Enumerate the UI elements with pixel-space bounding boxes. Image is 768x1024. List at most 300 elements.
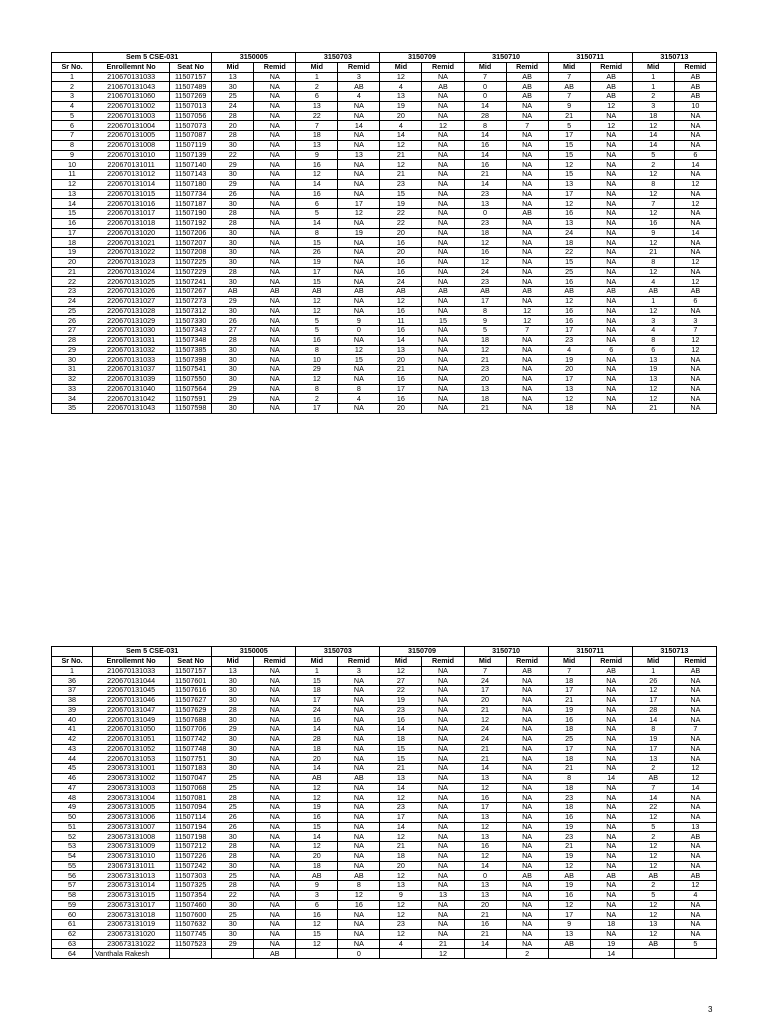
table-row — [52, 851, 717, 861]
table-row — [52, 92, 717, 102]
table-cell: 220670131046 — [93, 695, 170, 705]
table-cell: 220670131014 — [93, 179, 170, 189]
table-cell: 12 — [674, 773, 716, 783]
page-number: 3 — [708, 1005, 713, 1014]
table-cell: NA — [338, 695, 380, 705]
table-row — [52, 374, 717, 384]
table-cell: NA — [338, 179, 380, 189]
table-cell: NA — [506, 228, 548, 238]
table-cell: 20 — [464, 374, 506, 384]
table-cell: NA — [422, 812, 464, 822]
table-row — [52, 900, 717, 910]
table-cell: 28 — [52, 335, 93, 345]
table-cell: 220670131044 — [93, 676, 170, 686]
table-cell: 28 — [212, 335, 254, 345]
table-cell: NA — [338, 296, 380, 306]
table-cell: NA — [422, 228, 464, 238]
table-cell: NA — [338, 676, 380, 686]
table-cell: 16 — [548, 277, 590, 287]
table-cell: AB — [422, 287, 464, 297]
table-cell: NA — [338, 257, 380, 267]
table-row — [52, 929, 717, 939]
table-cell: NA — [674, 900, 716, 910]
table-cell: NA — [674, 384, 716, 394]
table-cell: 21 — [464, 170, 506, 180]
table-cell: NA — [674, 394, 716, 404]
table-cell: AB — [548, 287, 590, 297]
table-cell: 29 — [212, 725, 254, 735]
table-cell: 20 — [380, 861, 422, 871]
table-cell: 11507523 — [170, 939, 212, 949]
table-cell: NA — [338, 822, 380, 832]
table-cell: 32 — [52, 374, 93, 384]
table-cell: NA — [674, 929, 716, 939]
table-cell: 22 — [212, 150, 254, 160]
table-cell: 19 — [380, 695, 422, 705]
table-cell: 220670131027 — [93, 296, 170, 306]
table-cell: NA — [590, 355, 632, 365]
table-cell: NA — [254, 715, 296, 725]
table-cell — [380, 949, 422, 959]
table-cell: NA — [590, 150, 632, 160]
table-cell: 220670131003 — [93, 111, 170, 121]
col-seat-no: Seat No — [170, 62, 212, 72]
table-cell: NA — [506, 686, 548, 696]
table-cell: 51 — [52, 822, 93, 832]
table-cell: 47 — [52, 783, 93, 793]
table-cell: 28 — [212, 218, 254, 228]
table-cell: 14 — [296, 179, 338, 189]
table-cell: NA — [422, 929, 464, 939]
table-cell: 17 — [464, 803, 506, 813]
table-row — [52, 861, 717, 871]
table-cell: 11507632 — [170, 920, 212, 930]
table-cell: 7 — [464, 72, 506, 82]
table-cell: NA — [338, 248, 380, 258]
table-cell: 11507207 — [170, 238, 212, 248]
table-cell: 19 — [632, 734, 674, 744]
table-cell: 7 — [548, 72, 590, 82]
table-cell: 11507330 — [170, 316, 212, 326]
table-cell: 59 — [52, 900, 93, 910]
table-cell: 5 — [632, 822, 674, 832]
table-cell: 220670131021 — [93, 238, 170, 248]
table-cell: AB — [590, 92, 632, 102]
table-cell: 230673131011 — [93, 861, 170, 871]
table-cell: 13 — [632, 754, 674, 764]
table-cell: 230673131010 — [93, 851, 170, 861]
table-cell: 12 — [380, 160, 422, 170]
table-cell: 12 — [632, 929, 674, 939]
table-row — [52, 384, 717, 394]
table-cell: NA — [338, 404, 380, 414]
table-cell: NA — [254, 705, 296, 715]
table-cell: 8 — [338, 384, 380, 394]
table-cell: 64 — [52, 949, 93, 959]
table-cell: 43 — [52, 744, 93, 754]
table-cell: 220670131005 — [93, 131, 170, 141]
table-row — [52, 189, 717, 199]
table-cell: 11507056 — [170, 111, 212, 121]
table-cell: 8 — [338, 881, 380, 891]
table-cell: 230673131018 — [93, 910, 170, 920]
table-row — [52, 773, 717, 783]
table-cell: 10 — [296, 355, 338, 365]
table-cell: 13 — [548, 218, 590, 228]
table-cell: 18 — [296, 686, 338, 696]
table-cell: 57 — [52, 881, 93, 891]
table-row — [52, 267, 717, 277]
table-cell: NA — [254, 296, 296, 306]
table-cell: 8 — [632, 179, 674, 189]
table-cell: 11507627 — [170, 695, 212, 705]
table-cell: NA — [254, 277, 296, 287]
table-cell: 17 — [548, 189, 590, 199]
col-remid: Remid — [422, 656, 464, 666]
table-cell: NA — [338, 812, 380, 822]
table-cell: 16 — [548, 715, 590, 725]
table-row — [52, 783, 717, 793]
table-cell: 13 — [464, 832, 506, 842]
table-cell: 3 — [632, 316, 674, 326]
table-cell: 12 — [632, 189, 674, 199]
table-cell: 30 — [212, 929, 254, 939]
table-cell: 8 — [296, 384, 338, 394]
table-cell: 17 — [338, 199, 380, 209]
table-row — [52, 715, 717, 725]
table-cell: NA — [590, 754, 632, 764]
table-cell: 20 — [380, 248, 422, 258]
table-cell: 16 — [380, 715, 422, 725]
table-cell: NA — [338, 764, 380, 774]
table-cell: 220670131011 — [93, 160, 170, 170]
table-cell: 30 — [212, 754, 254, 764]
table-cell: NA — [422, 754, 464, 764]
table-cell: 12 — [506, 316, 548, 326]
table-cell: NA — [254, 686, 296, 696]
table-cell: 22 — [632, 803, 674, 813]
table-cell: 28 — [212, 131, 254, 141]
table-cell: 23 — [464, 277, 506, 287]
table-cell: 220670131051 — [93, 734, 170, 744]
table-cell: NA — [590, 783, 632, 793]
col-sr-no: Sr No. — [52, 656, 93, 666]
table-row — [52, 666, 717, 676]
table-cell: 22 — [296, 111, 338, 121]
table-cell: 11507068 — [170, 783, 212, 793]
table-cell: 13 — [548, 384, 590, 394]
table-cell: 12 — [632, 910, 674, 920]
table-cell: 11507013 — [170, 101, 212, 111]
table-cell: NA — [254, 335, 296, 345]
table-cell: 8 — [52, 140, 93, 150]
table-cell: AB — [674, 82, 716, 92]
table-cell: 30 — [212, 365, 254, 375]
table-cell: 12 — [632, 900, 674, 910]
table-cell: NA — [674, 111, 716, 121]
table-cell: 24 — [380, 277, 422, 287]
table-cell: 24 — [464, 734, 506, 744]
table-cell: 0 — [464, 82, 506, 92]
table-cell: 11507267 — [170, 287, 212, 297]
table-cell: NA — [590, 695, 632, 705]
col-remid: Remid — [506, 62, 548, 72]
table-cell: NA — [254, 725, 296, 735]
table-cell: 11507187 — [170, 199, 212, 209]
table-cell: 30 — [212, 715, 254, 725]
table-cell: 23 — [380, 179, 422, 189]
table-cell: AB — [590, 287, 632, 297]
table-cell: NA — [674, 910, 716, 920]
table-cell: 41 — [52, 725, 93, 735]
table-cell: NA — [338, 111, 380, 121]
table-cell: 50 — [52, 812, 93, 822]
table-cell: 12 — [338, 890, 380, 900]
table-cell — [464, 949, 506, 959]
table-cell: 21 — [548, 111, 590, 121]
table-cell: NA — [422, 170, 464, 180]
table-cell: 12 — [296, 374, 338, 384]
table-cell: NA — [338, 910, 380, 920]
table-cell: 18 — [548, 676, 590, 686]
table-cell: 5 — [296, 326, 338, 336]
table-cell: 29 — [212, 394, 254, 404]
table-cell: AB — [338, 773, 380, 783]
col-remid: Remid — [338, 656, 380, 666]
table-cell: NA — [254, 842, 296, 852]
table-cell: 220670131016 — [93, 199, 170, 209]
table-cell: 12 — [506, 306, 548, 316]
table-row — [52, 82, 717, 92]
subject-code: 3150703 — [296, 647, 380, 657]
table-row — [52, 277, 717, 287]
table-cell: 11507564 — [170, 384, 212, 394]
table-cell: 5 — [52, 111, 93, 121]
table-cell: NA — [338, 365, 380, 375]
table-cell: 33 — [52, 384, 93, 394]
table-cell: 220670131037 — [93, 365, 170, 375]
table-cell: 11507348 — [170, 335, 212, 345]
table-cell: 13 — [632, 920, 674, 930]
table-cell: NA — [674, 686, 716, 696]
table-cell: 34 — [52, 394, 93, 404]
table-cell: 12 — [674, 881, 716, 891]
table-cell: AB — [590, 871, 632, 881]
table-cell: NA — [506, 189, 548, 199]
table-cell: 16 — [464, 920, 506, 930]
table-cell: NA — [674, 365, 716, 375]
table-cell: 16 — [380, 267, 422, 277]
table-cell: NA — [674, 140, 716, 150]
table-cell: 19 — [548, 822, 590, 832]
table-cell: 14 — [380, 783, 422, 793]
table-cell: 11507183 — [170, 764, 212, 774]
table-cell: NA — [422, 744, 464, 754]
table-cell: AB — [338, 871, 380, 881]
table-cell: NA — [254, 803, 296, 813]
table-cell: 14 — [674, 228, 716, 238]
table-cell: 13 — [380, 92, 422, 102]
table-cell: 13 — [338, 150, 380, 160]
table-cell: 12 — [632, 306, 674, 316]
table-cell: 12 — [380, 900, 422, 910]
table-cell: 14 — [296, 218, 338, 228]
table-cell: 54 — [52, 851, 93, 861]
table-cell: 16 — [464, 842, 506, 852]
table-cell: 3 — [338, 666, 380, 676]
table-cell: 18 — [52, 238, 93, 248]
table-cell: 27 — [380, 676, 422, 686]
table-cell: 24 — [296, 705, 338, 715]
table-cell: NA — [254, 910, 296, 920]
table-cell: 12 — [632, 209, 674, 219]
table-cell: 13 — [296, 101, 338, 111]
table-cell: 24 — [464, 725, 506, 735]
table-cell: 11507550 — [170, 374, 212, 384]
table-cell: 2 — [632, 160, 674, 170]
table-cell: AB — [506, 287, 548, 297]
table-cell: NA — [506, 822, 548, 832]
table-cell: 12 — [380, 929, 422, 939]
table-cell: 12 — [674, 199, 716, 209]
table-cell: 19 — [380, 101, 422, 111]
table-cell: NA — [422, 910, 464, 920]
table-cell: 8 — [464, 121, 506, 131]
table-cell: 18 — [464, 394, 506, 404]
table-cell: 27 — [52, 326, 93, 336]
table-cell: NA — [422, 734, 464, 744]
table-cell: 24 — [548, 228, 590, 238]
col-mid: Mid — [212, 656, 254, 666]
table-cell: 30 — [212, 404, 254, 414]
table-cell: 13 — [380, 345, 422, 355]
table-cell: 22 — [380, 686, 422, 696]
table-row — [52, 812, 717, 822]
table-cell: 11507087 — [170, 131, 212, 141]
table-cell: 30 — [212, 140, 254, 150]
table-cell: 9 — [380, 890, 422, 900]
table-cell: NA — [338, 803, 380, 813]
table-cell: 30 — [52, 355, 93, 365]
table-cell: NA — [506, 365, 548, 375]
table-cell: 25 — [212, 92, 254, 102]
table-cell: 29 — [212, 296, 254, 306]
table-cell: NA — [590, 228, 632, 238]
table-cell: 25 — [212, 783, 254, 793]
table-row — [52, 218, 717, 228]
table-cell: NA — [422, 355, 464, 365]
table-cell: NA — [422, 140, 464, 150]
table-cell: 21 — [632, 248, 674, 258]
table-row — [52, 228, 717, 238]
table-cell: NA — [506, 140, 548, 150]
table-cell: NA — [506, 695, 548, 705]
table-cell: NA — [338, 140, 380, 150]
table-cell: AB — [296, 871, 338, 881]
table-cell: 12 — [674, 764, 716, 774]
table-cell: NA — [254, 812, 296, 822]
col-mid: Mid — [632, 656, 674, 666]
table-cell: 15 — [548, 140, 590, 150]
table-cell: 21 — [380, 170, 422, 180]
table-cell: 20 — [464, 695, 506, 705]
table-cell: 230673131014 — [93, 881, 170, 891]
table-cell: 12 — [632, 842, 674, 852]
table-cell: NA — [506, 404, 548, 414]
table-cell: 11507114 — [170, 812, 212, 822]
table-cell: 17 — [548, 326, 590, 336]
table-cell: NA — [590, 881, 632, 891]
table-cell: NA — [590, 803, 632, 813]
subject-code: 3150713 — [632, 647, 716, 657]
table-cell: 11507745 — [170, 929, 212, 939]
table-cell: 12 — [52, 179, 93, 189]
table-cell: NA — [422, 335, 464, 345]
table-cell: AB — [590, 82, 632, 92]
table-cell: NA — [254, 374, 296, 384]
table-cell: 5 — [674, 939, 716, 949]
blank-cell — [52, 647, 93, 657]
marks-table-1 — [51, 52, 717, 414]
table-cell: 16 — [338, 900, 380, 910]
table-cell: 11507591 — [170, 394, 212, 404]
table-cell: NA — [590, 910, 632, 920]
table-cell: 30 — [212, 228, 254, 238]
marks-table-2 — [51, 646, 717, 959]
table-cell: NA — [506, 929, 548, 939]
table-cell: NA — [338, 306, 380, 316]
table-cell: 20 — [380, 111, 422, 121]
table-cell: 11507385 — [170, 345, 212, 355]
table-cell: 23 — [548, 793, 590, 803]
table-cell: 12 — [380, 871, 422, 881]
subject-code: 3150005 — [212, 53, 296, 63]
table-cell: 12 — [380, 832, 422, 842]
table-cell: 12 — [380, 910, 422, 920]
table-cell — [548, 949, 590, 959]
table-cell: NA — [590, 822, 632, 832]
table-cell: NA — [422, 111, 464, 121]
table-row — [52, 744, 717, 754]
table-cell: NA — [674, 695, 716, 705]
table-cell: 52 — [52, 832, 93, 842]
table-cell: 18 — [590, 920, 632, 930]
table-cell: 21 — [464, 929, 506, 939]
table-cell: 14 — [380, 822, 422, 832]
table-cell: 20 — [296, 754, 338, 764]
table-cell: 220670131052 — [93, 744, 170, 754]
col-remid: Remid — [506, 656, 548, 666]
table-cell: 220670131050 — [93, 725, 170, 735]
table-cell: NA — [506, 842, 548, 852]
table-cell: 11 — [52, 170, 93, 180]
table-cell: NA — [254, 861, 296, 871]
table-cell: 12 — [632, 394, 674, 404]
table-cell: NA — [506, 890, 548, 900]
table-row — [52, 316, 717, 326]
table-cell: 17 — [548, 910, 590, 920]
table-cell: 1 — [632, 296, 674, 306]
table-cell: 42 — [52, 734, 93, 744]
table-cell: 17 — [632, 744, 674, 754]
table-cell: AB — [506, 92, 548, 102]
table-cell: 7 — [506, 326, 548, 336]
table-cell: 16 — [296, 812, 338, 822]
table-cell: NA — [506, 744, 548, 754]
table-cell: NA — [590, 890, 632, 900]
table-cell: 13 — [212, 666, 254, 676]
table-cell: 11507047 — [170, 773, 212, 783]
